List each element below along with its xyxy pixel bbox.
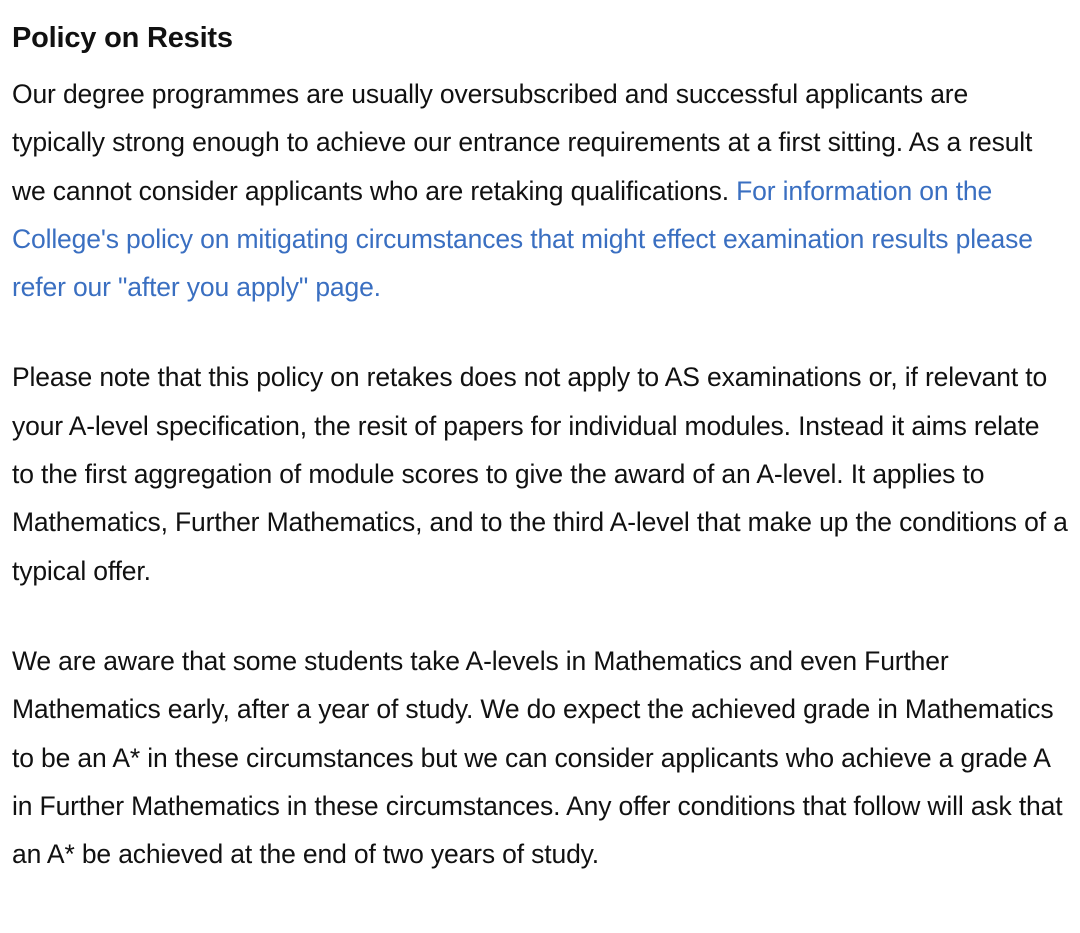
paragraph-retakes: Please note that this policy on retakes does not apply to AS examinations or, if relevant to your A-level specification, the resit of papers for individual modules. Instead it aims relate to the first aggregation of module scores to give the award of an A-level. It applies to Mathematics, Further Mathematics, and to the third A-level that make up the conditions of a typical offer. — [12, 362, 1068, 586]
paragraph-oversubscribed — [12, 70, 1068, 311]
paragraph-1-text: Our degree programmes are usually oversubscribed and successful applicants are typically strong enough to achieve our entrance requirements at a first sitting. As a result we cannot consider applicants who are retaking qualifications. — [12, 79, 1033, 206]
page-title: Policy on Resits — [12, 22, 233, 54]
paragraph-early-a-levels: We are aware that some students take A-levels in Mathematics and even Further Mathematics early, after a year of study. We do expect the achieved grade in Mathematics to be an A* in these circumstances but we can consider applicants who achieve a grade A in Further Mathematics in these circumstances. Any offer conditions that follow will ask that an A* be achieved at the end of two years of study. — [12, 645, 1063, 870]
after-you-apply-link[interactable]: For information on the College's policy on mitigating circumstances that might effect examination results please refer our "after you apply" page. — [12, 175, 1033, 303]
